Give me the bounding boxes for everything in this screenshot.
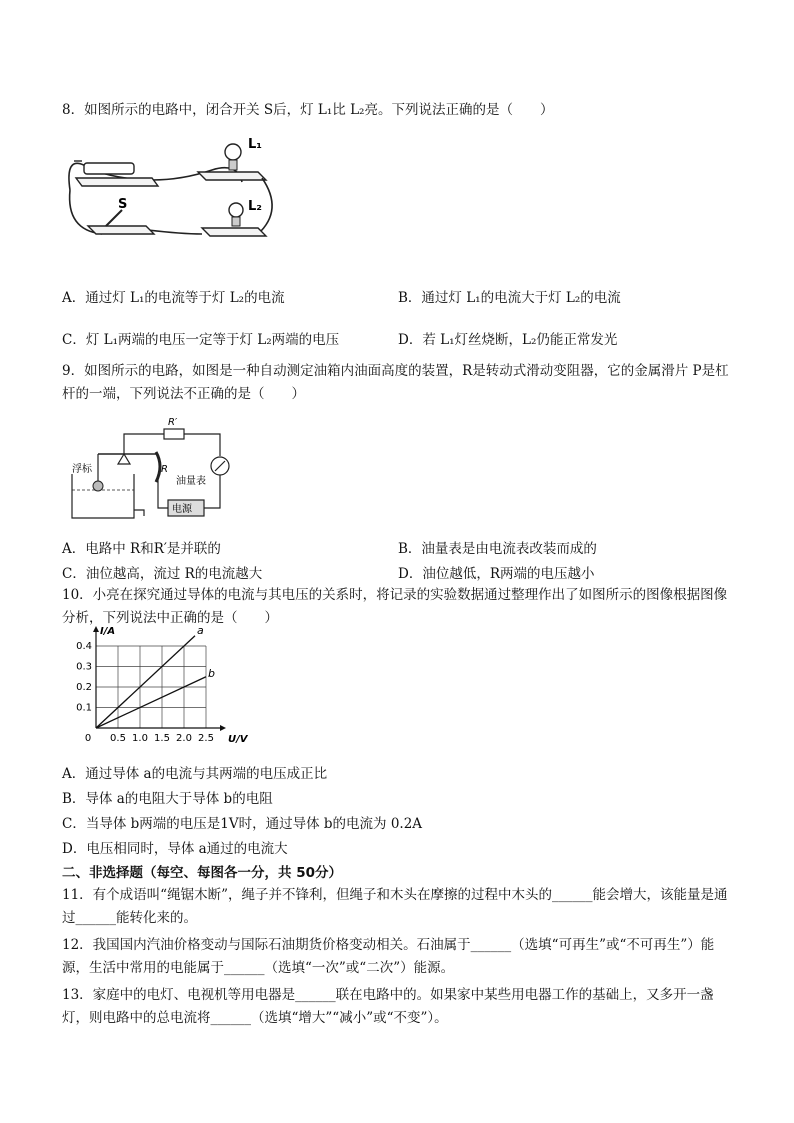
- question-9-stem: 9．如图所示的电路，如图是一种自动测定油箱内油面高度的装置，R是转动式滑动变阻器，它的金属滑片 P是杠杆的一端，下列说法不正确的是（ ）: [62, 363, 729, 402]
- series-label-a: a: [197, 623, 204, 637]
- label-r: R: [161, 464, 168, 475]
- question-12: 12．我国国内汽油价格变动与国际石油期货价格变动相关。石油属于______（选填“可再生”或“不可再生”）能源，生活中常用的电能属于______（选填“一次”或“二次”）能源。: [62, 937, 715, 976]
- q8-option-c[interactable]: C．灯 L₁两端的电压一定等于灯 L₂两端的电压: [62, 332, 340, 348]
- x-axis-arrow: [220, 725, 226, 731]
- x-tick-label: 0.5: [110, 733, 126, 744]
- q9-option-b[interactable]: B．油量表是由电流表改装而成的: [398, 541, 597, 557]
- q8-option-b[interactable]: B．通过灯 L₁的电流大于灯 L₂的电流: [398, 290, 621, 306]
- label-float: 浮标: [72, 464, 92, 475]
- question-8-stem: 8．如图所示的电路中，闭合开关 S后，灯 L₁比 L₂亮。下列说法正确的是（ ）: [62, 102, 554, 118]
- question-13: 13．家庭中的电灯、电视机等用电器是______联在电路中的。如果家中某些用电器工作的基础上，又多开一盏灯，则电路中的总电流将______（选填“增大”“减小”或“不变”）。: [62, 987, 714, 1026]
- label-source: 电源: [172, 504, 192, 515]
- y-tick-label: 0.2: [76, 682, 92, 693]
- series-line-b: [96, 677, 206, 728]
- label-meter: 油量表: [176, 476, 206, 487]
- y-tick-label: 0.4: [76, 641, 92, 652]
- q8-option-a[interactable]: A．通过灯 L₁的电流等于灯 L₂的电流: [62, 290, 285, 306]
- x-tick-label: 1.0: [132, 733, 148, 744]
- x-tick-label: 2.0: [176, 733, 192, 744]
- q10-iv-chart: [66, 623, 248, 752]
- x-tick-label: 2.5: [198, 733, 214, 744]
- x-tick-label: 0: [84, 733, 92, 744]
- q9-option-c[interactable]: C．油位越高，流过 R的电流越大: [62, 566, 263, 582]
- section-2-title: 二、非选择题（每空、每图各一分，共 50分）: [62, 865, 342, 881]
- x-axis-label: U/V: [228, 734, 248, 745]
- x-tick-label: 1.5: [154, 733, 170, 744]
- y-tick-label: 0.1: [76, 702, 92, 714]
- series-label-b: b: [208, 666, 215, 680]
- q10-option-d[interactable]: D．电压相同时，导体 a通过的电流大: [62, 841, 288, 857]
- q8-option-d[interactable]: D．若 L₁灯丝烧断，L₂仍能正常发光: [398, 332, 618, 348]
- q9-oil-gauge-figure: [68, 414, 238, 524]
- y-axis-label: I/A: [100, 626, 116, 637]
- q9-option-a[interactable]: A．电路中 R和R′是并联的: [62, 541, 221, 557]
- label-l1: L₁: [248, 137, 262, 152]
- series-line-a: [96, 636, 195, 728]
- q10-option-c[interactable]: C．当导体 b两端的电压是1V时，通过导体 b的电流为 0.2A: [62, 816, 423, 832]
- q10-option-b[interactable]: B．导体 a的电阻大于导体 b的电阻: [62, 791, 273, 807]
- label-s: S: [118, 197, 128, 212]
- q8-circuit-figure: [62, 130, 282, 242]
- q10-option-a[interactable]: A．通过导体 a的电流与其两端的电压成正比: [62, 766, 328, 782]
- y-tick-label: 0.3: [76, 661, 92, 673]
- label-l2: L₂: [248, 199, 262, 214]
- q9-option-d[interactable]: D．油位越低，R两端的电压越小: [398, 566, 595, 582]
- label-r-prime: R′: [168, 417, 178, 428]
- question-10-stem: 10．小亮在探究通过导体的电流与其电压的关系时，将记录的实验数据通过整理作出了如图所示的图像根据图像分析，下列说法中正确的是（ ）: [62, 587, 728, 626]
- question-11: 11．有个成语叫“绳锯木断”，绳子并不锋利，但绳子和木头在摩擦的过程中木头的______能会增大，该能量是通过______能转化来的。: [62, 887, 728, 926]
